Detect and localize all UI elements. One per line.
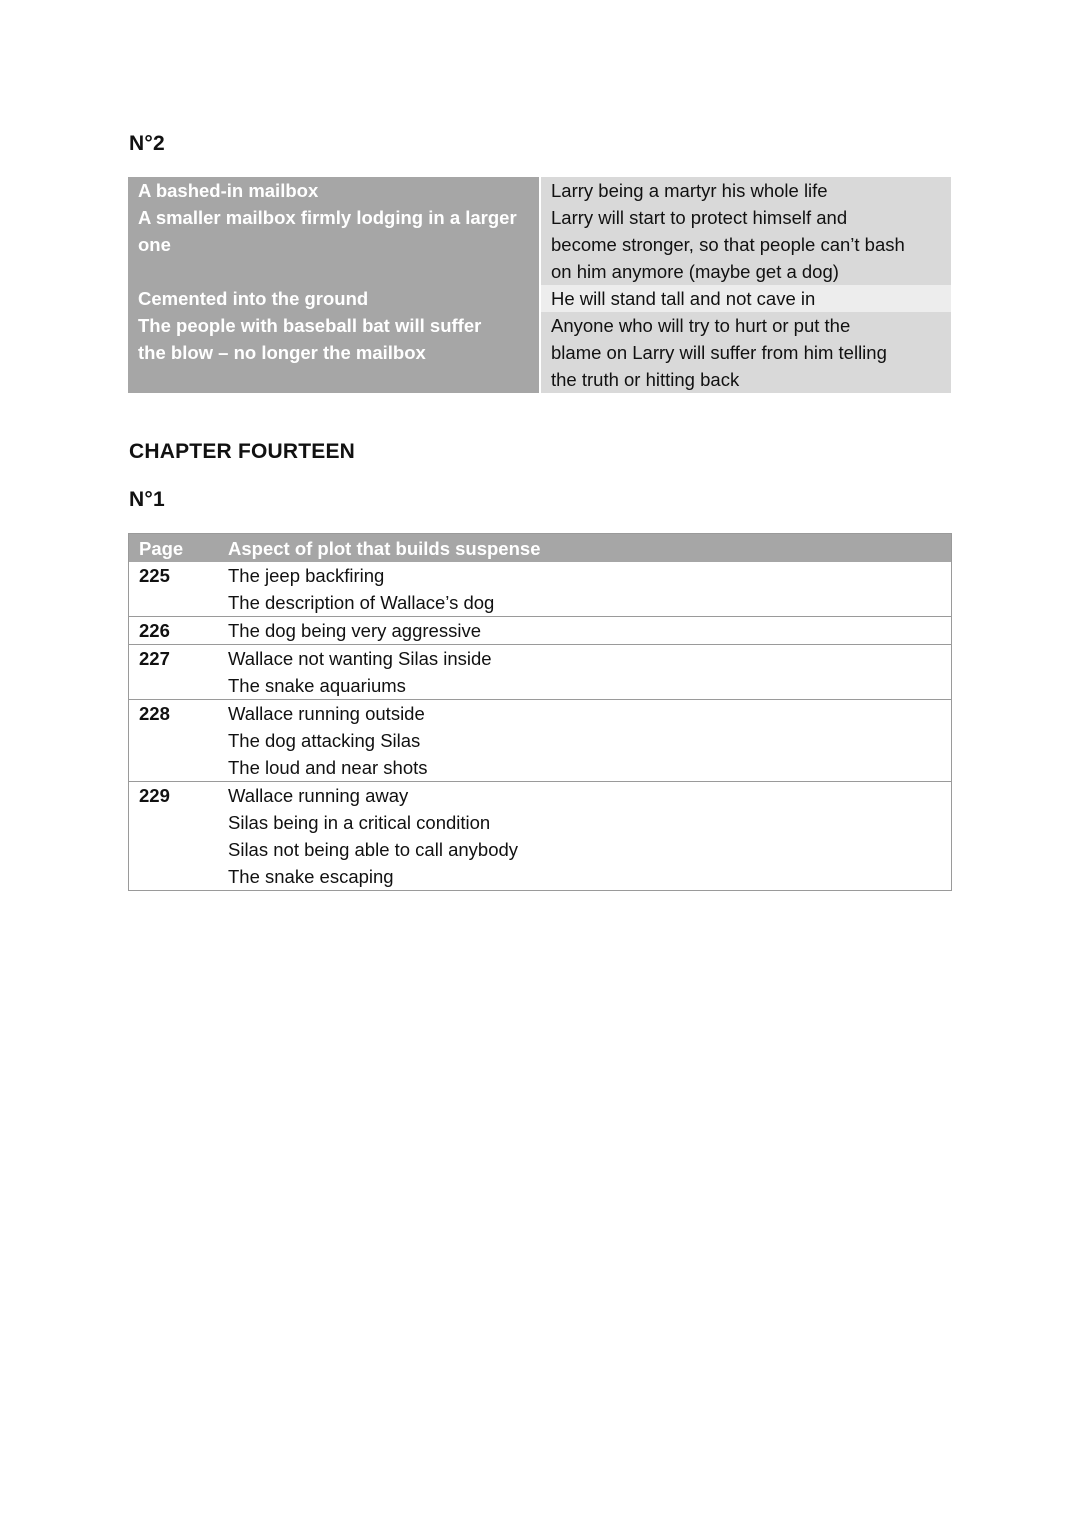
aspect-item: The dog being very aggressive [228,620,481,641]
page-number: 227 [129,645,219,700]
meaning-cell [540,312,951,393]
table-header-row [129,534,952,563]
symbol-cell [128,312,540,393]
cell-line: Larry being a martyr his whole life [551,180,828,201]
page-number: 229 [129,782,219,891]
aspect-item: The snake escaping [228,866,394,887]
cell-line: the blow – no longer the mailbox [138,342,426,363]
meaning-cell [540,285,951,312]
table-row [128,285,951,312]
cell-line: Cemented into the ground [138,288,369,309]
aspect-cell [218,562,952,617]
cell-line: on him anymore (maybe get a dog) [551,261,839,282]
aspect-item: The jeep backfiring [228,565,385,586]
aspect-item: The dog attacking Silas [228,730,421,751]
cell-line: A smaller mailbox firmly lodging in a larger [138,207,517,228]
cell-line: Anyone who will try to hurt or put the [551,315,851,336]
table-row [129,617,952,645]
table-row [129,562,952,617]
aspect-item: Wallace running away [228,785,409,806]
aspect-item: The description of Wallace’s dog [228,592,495,613]
aspect-item: The loud and near shots [228,757,428,778]
cell-line: one [138,234,171,255]
symbolism-table [128,177,951,393]
column-header-page: Page [129,534,219,563]
symbol-cell [128,204,540,285]
table-row [128,204,951,285]
aspect-item: Wallace running outside [228,703,425,724]
aspect-item: The snake aquariums [228,675,406,696]
cell-line: He will stand tall and not cave in [551,288,816,309]
aspect-item: Silas not being able to call anybody [228,839,519,860]
aspect-cell [218,617,952,645]
meaning-cell [540,177,951,204]
cell-line: blame on Larry will suffer from him telling [551,342,887,363]
cell-line: the truth or hitting back [551,369,740,390]
aspect-cell [218,700,952,782]
table-row [129,700,952,782]
page-number: 226 [129,617,219,645]
cell-line: A bashed-in mailbox [138,180,319,201]
section-heading-n2: N°2 [129,132,165,155]
cell-line: Larry will start to protect himself and [551,207,848,228]
table-row [128,177,951,204]
chapter-title: CHAPTER FOURTEEN [129,440,356,463]
table-row [129,782,952,891]
aspect-cell [218,782,952,891]
table-row [128,312,951,393]
page-number: 228 [129,700,219,782]
aspect-cell [218,645,952,700]
column-header-aspect: Aspect of plot that builds suspense [218,534,952,563]
symbol-cell [128,177,540,204]
cell-line: become stronger, so that people can’t bash [551,234,905,255]
meaning-cell [540,204,951,285]
suspense-table [128,533,952,891]
aspect-item: Silas being in a critical condition [228,812,491,833]
symbol-cell [128,285,540,312]
section-heading-n1: N°1 [129,488,165,511]
table-row [129,645,952,700]
aspect-item: Wallace not wanting Silas inside [228,648,492,669]
cell-line: The people with baseball bat will suffer [138,315,482,336]
page-number: 225 [139,565,170,586]
